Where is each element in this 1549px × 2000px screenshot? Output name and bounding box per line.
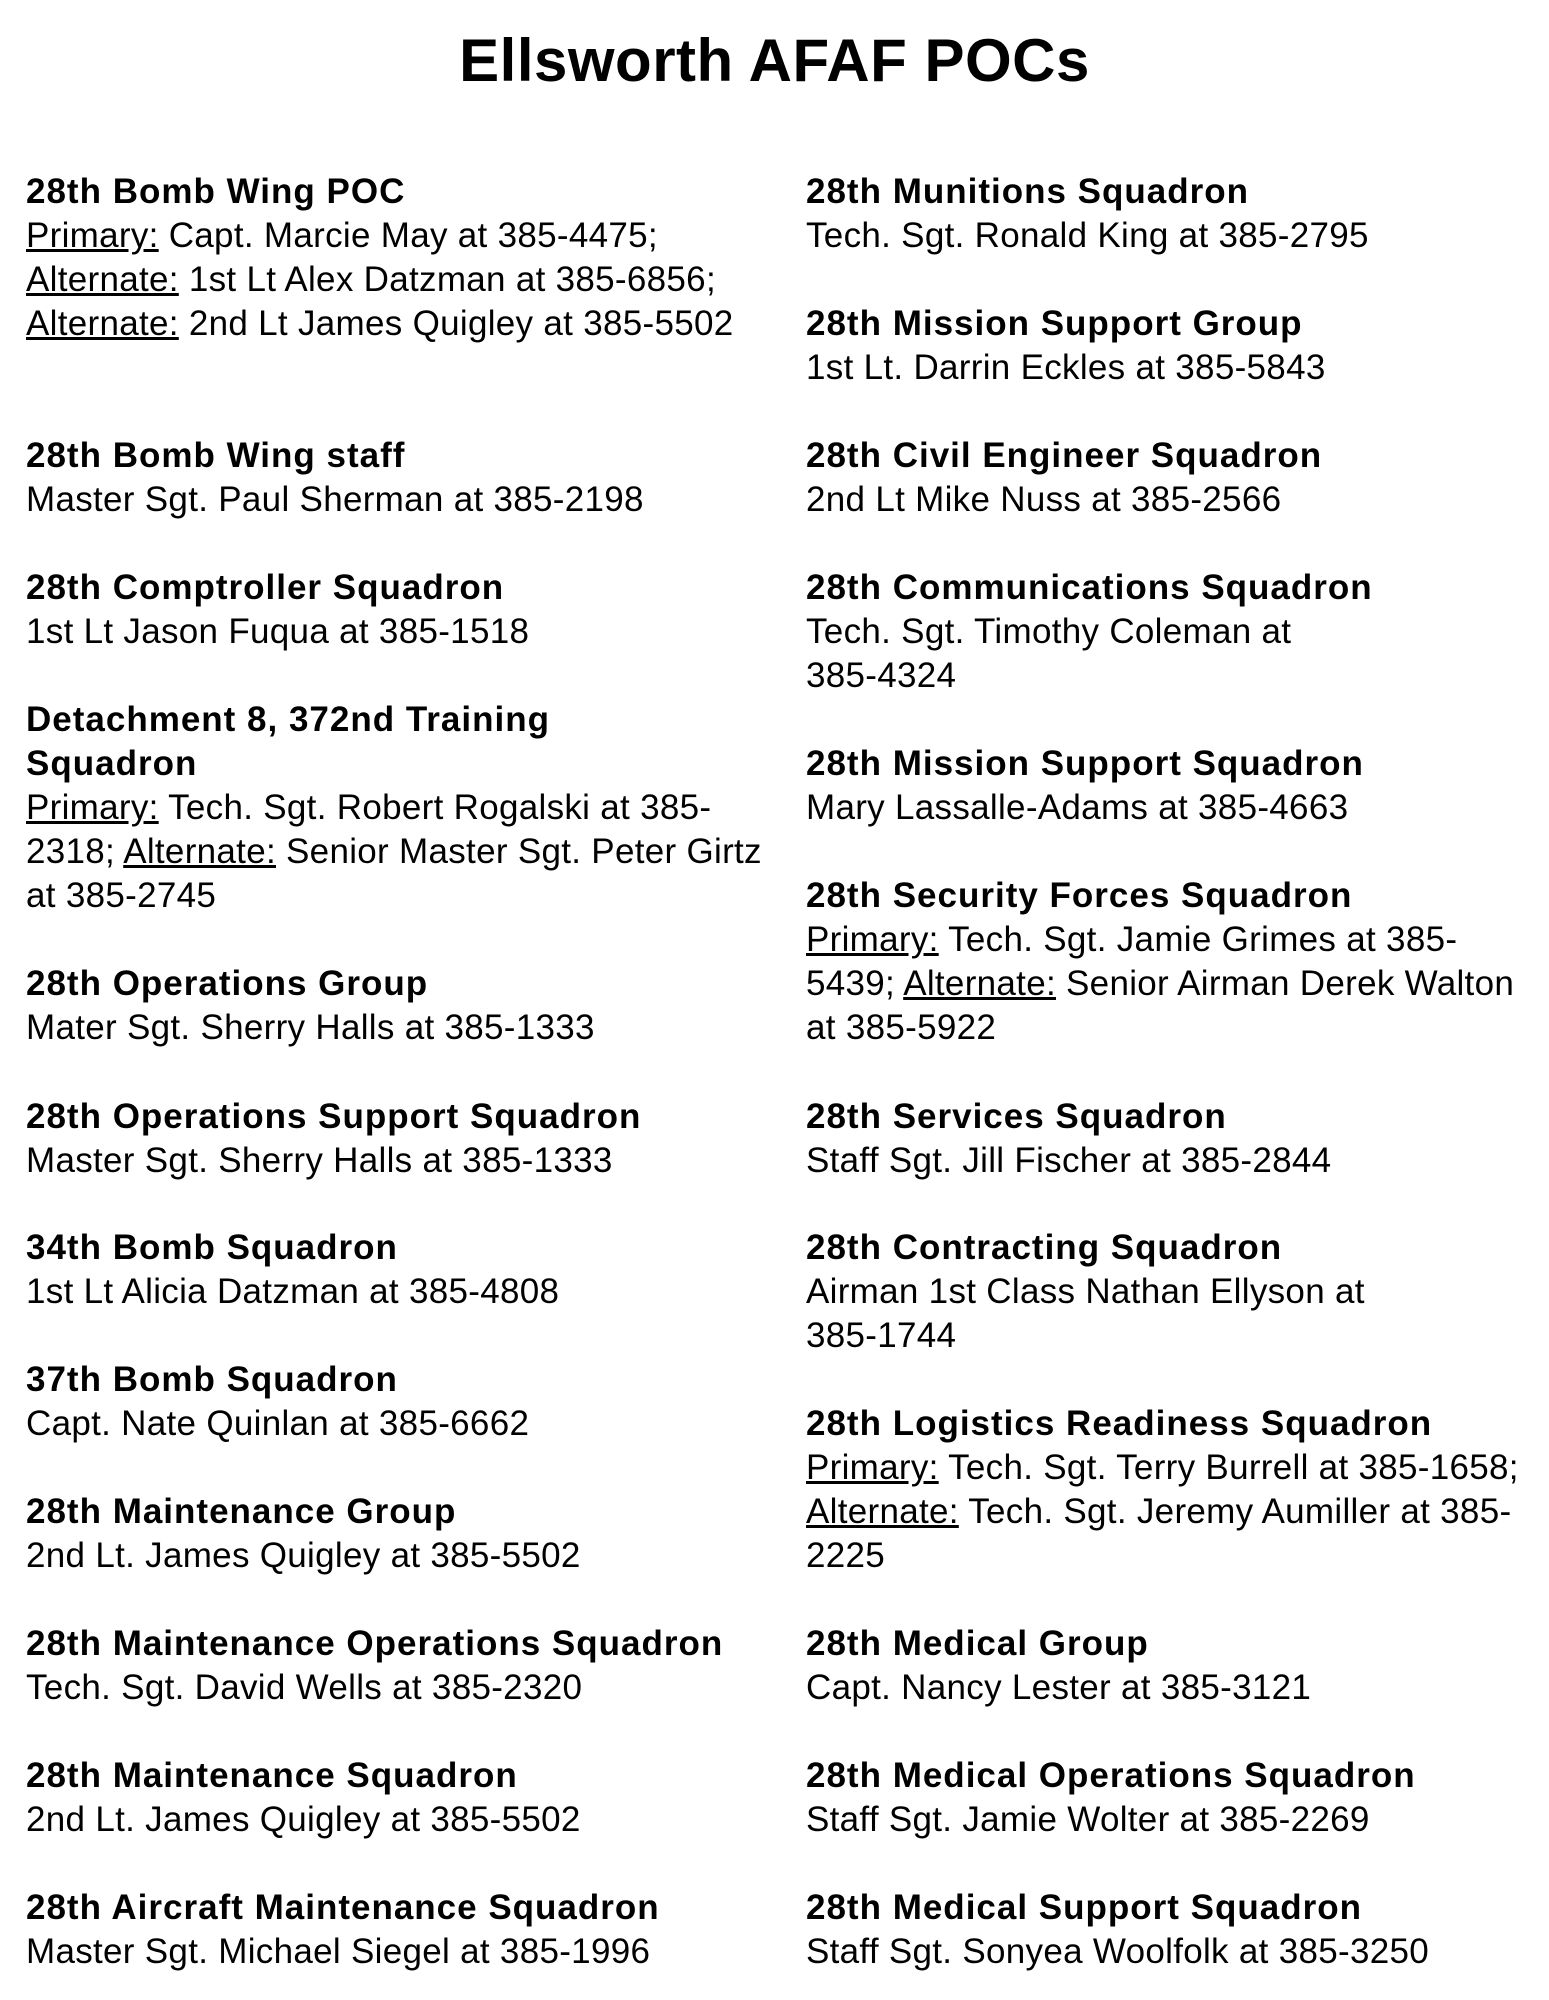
primary-label: Primary: xyxy=(806,920,939,959)
unit-name: 28th Bomb Wing POC xyxy=(26,172,406,211)
poc-entry xyxy=(806,170,1546,258)
poc-entry xyxy=(26,1095,786,1183)
alternate-label: Alternate: xyxy=(26,304,179,343)
unit-name: 37th Bomb Squadron xyxy=(26,1360,398,1399)
alternate-contact: 2nd Lt James Quigley at 385-5502 xyxy=(188,304,734,343)
primary-label: Primary: xyxy=(806,1448,939,1487)
unit-name: 28th Logistics Readiness Squadron xyxy=(806,1404,1433,1443)
unit-name: 28th Operations Support Squadron xyxy=(26,1097,642,1136)
unit-name: 34th Bomb Squadron xyxy=(26,1228,398,1267)
contact-text: Tech. Sgt. Timothy Coleman at 385-4324 xyxy=(806,612,1292,695)
unit-name: 28th Communications Squadron xyxy=(806,568,1373,607)
poc-entry xyxy=(26,1358,786,1446)
contact-text: 2nd Lt Mike Nuss at 385-2566 xyxy=(806,480,1282,519)
page-title: Ellsworth AFAF POCs xyxy=(459,27,1090,94)
contact-text: Master Sgt. Sherry Halls at 385-1333 xyxy=(26,1141,613,1180)
unit-name: 28th Medical Support Squadron xyxy=(806,1888,1362,1927)
unit-name: 28th Comptroller Squadron xyxy=(26,568,505,607)
poc-entry xyxy=(806,1622,1546,1710)
unit-name: 28th Services Squadron xyxy=(806,1097,1227,1136)
contact-text: Staff Sgt. Jamie Wolter at 385-2269 xyxy=(806,1800,1370,1839)
primary-label: Primary: xyxy=(26,216,159,255)
poc-entry xyxy=(806,874,1546,1050)
primary-contact: Tech. Sgt. Terry Burrell at 385-1658; xyxy=(948,1448,1519,1487)
unit-name: 28th Mission Support Squadron xyxy=(806,744,1364,783)
unit-name: 28th Munitions Squadron xyxy=(806,172,1249,211)
unit-name: 28th Civil Engineer Squadron xyxy=(806,436,1323,475)
poc-entry xyxy=(26,566,786,654)
primary-contact: Tech. Sgt. Jamie Grimes at 385-5439; xyxy=(806,920,1458,1003)
contact-text: Airman 1st Class Nathan Ellyson at 385-1744 xyxy=(806,1272,1365,1355)
poc-entry xyxy=(806,1402,1546,1578)
poc-entry xyxy=(26,1622,786,1710)
contact-text: Master Sgt. Paul Sherman at 385-2198 xyxy=(26,480,644,519)
poc-entry xyxy=(806,302,1546,390)
poc-entry xyxy=(26,1490,786,1578)
contact-text: Mater Sgt. Sherry Halls at 385-1333 xyxy=(26,1008,595,1047)
unit-name: 28th Maintenance Group xyxy=(26,1492,457,1531)
unit-name: 28th Bomb Wing staff xyxy=(26,436,406,475)
contact-text: Capt. Nate Quinlan at 385-6662 xyxy=(26,1404,530,1443)
alternate-label: Alternate: xyxy=(806,1492,959,1531)
contact-text: 2nd Lt. James Quigley at 385-5502 xyxy=(26,1800,581,1839)
contact-text: Tech. Sgt. David Wells at 385-2320 xyxy=(26,1668,583,1707)
poc-entry xyxy=(806,1095,1546,1183)
poc-entry xyxy=(26,434,786,522)
alternate-label: Alternate: xyxy=(123,832,276,871)
poc-entry xyxy=(806,1754,1546,1842)
poc-entry xyxy=(26,962,786,1050)
contact-text: Mary Lassalle-Adams at 385-4663 xyxy=(806,788,1349,827)
poc-entry xyxy=(26,170,786,346)
alternate-contact: 1st Lt Alex Datzman at 385-6856; xyxy=(188,260,716,299)
alternate-contact: Senior Airman Derek Walton at 385-5922 xyxy=(806,964,1515,1047)
alternate-label: Alternate: xyxy=(903,964,1056,1003)
contact-text xyxy=(806,918,1546,1050)
unit-name: 28th Contracting Squadron xyxy=(806,1228,1283,1267)
contact-text xyxy=(26,214,786,346)
contact-text: 1st Lt Alicia Datzman at 385-4808 xyxy=(26,1272,560,1311)
poc-entry xyxy=(806,742,1546,830)
primary-contact: Capt. Marcie May at 385-4475; xyxy=(168,216,658,255)
poc-entry xyxy=(26,1754,786,1842)
poc-entry xyxy=(26,1886,786,1974)
unit-name: Detachment 8, 372nd Training Squadron xyxy=(26,700,550,783)
unit-name: 28th Security Forces Squadron xyxy=(806,876,1353,915)
contact-text: Master Sgt. Michael Siegel at 385-1996 xyxy=(26,1932,651,1971)
contact-text: Staff Sgt. Sonyea Woolfolk at 385-3250 xyxy=(806,1932,1430,1971)
contact-text: 2nd Lt. James Quigley at 385-5502 xyxy=(26,1536,581,1575)
poc-entry xyxy=(806,1226,1546,1358)
unit-name: 28th Aircraft Maintenance Squadron xyxy=(26,1888,660,1927)
poc-entry xyxy=(26,698,786,918)
poc-entry xyxy=(806,566,1546,698)
alternate-contact: Senior Master Sgt. Peter Girtz at 385-2745 xyxy=(26,832,762,915)
contact-text: Staff Sgt. Jill Fischer at 385-2844 xyxy=(806,1141,1332,1180)
poc-entry xyxy=(26,1226,786,1314)
unit-name: 28th Mission Support Group xyxy=(806,304,1303,343)
primary-contact: Tech. Sgt. Robert Rogalski at 385-2318; xyxy=(26,788,712,871)
unit-name: 28th Medical Operations Squadron xyxy=(806,1756,1416,1795)
unit-name: 28th Medical Group xyxy=(806,1624,1149,1663)
primary-label: Primary: xyxy=(26,788,159,827)
contact-text: Tech. Sgt. Ronald King at 385-2795 xyxy=(806,216,1369,255)
unit-name: 28th Maintenance Operations Squadron xyxy=(26,1624,724,1663)
poc-entry xyxy=(806,434,1546,522)
contact-text: 1st Lt. Darrin Eckles at 385-5843 xyxy=(806,348,1326,387)
contact-text: Capt. Nancy Lester at 385-3121 xyxy=(806,1668,1312,1707)
contact-text xyxy=(26,786,786,918)
contact-text: 1st Lt Jason Fuqua at 385-1518 xyxy=(26,612,530,651)
poc-entry xyxy=(806,1886,1546,1974)
alternate-contact: Tech. Sgt. Jeremy Aumiller at 385-2225 xyxy=(806,1492,1512,1575)
unit-name: 28th Maintenance Squadron xyxy=(26,1756,518,1795)
contact-text xyxy=(806,1446,1546,1578)
unit-name: 28th Operations Group xyxy=(26,964,429,1003)
alternate-label: Alternate: xyxy=(26,260,179,299)
